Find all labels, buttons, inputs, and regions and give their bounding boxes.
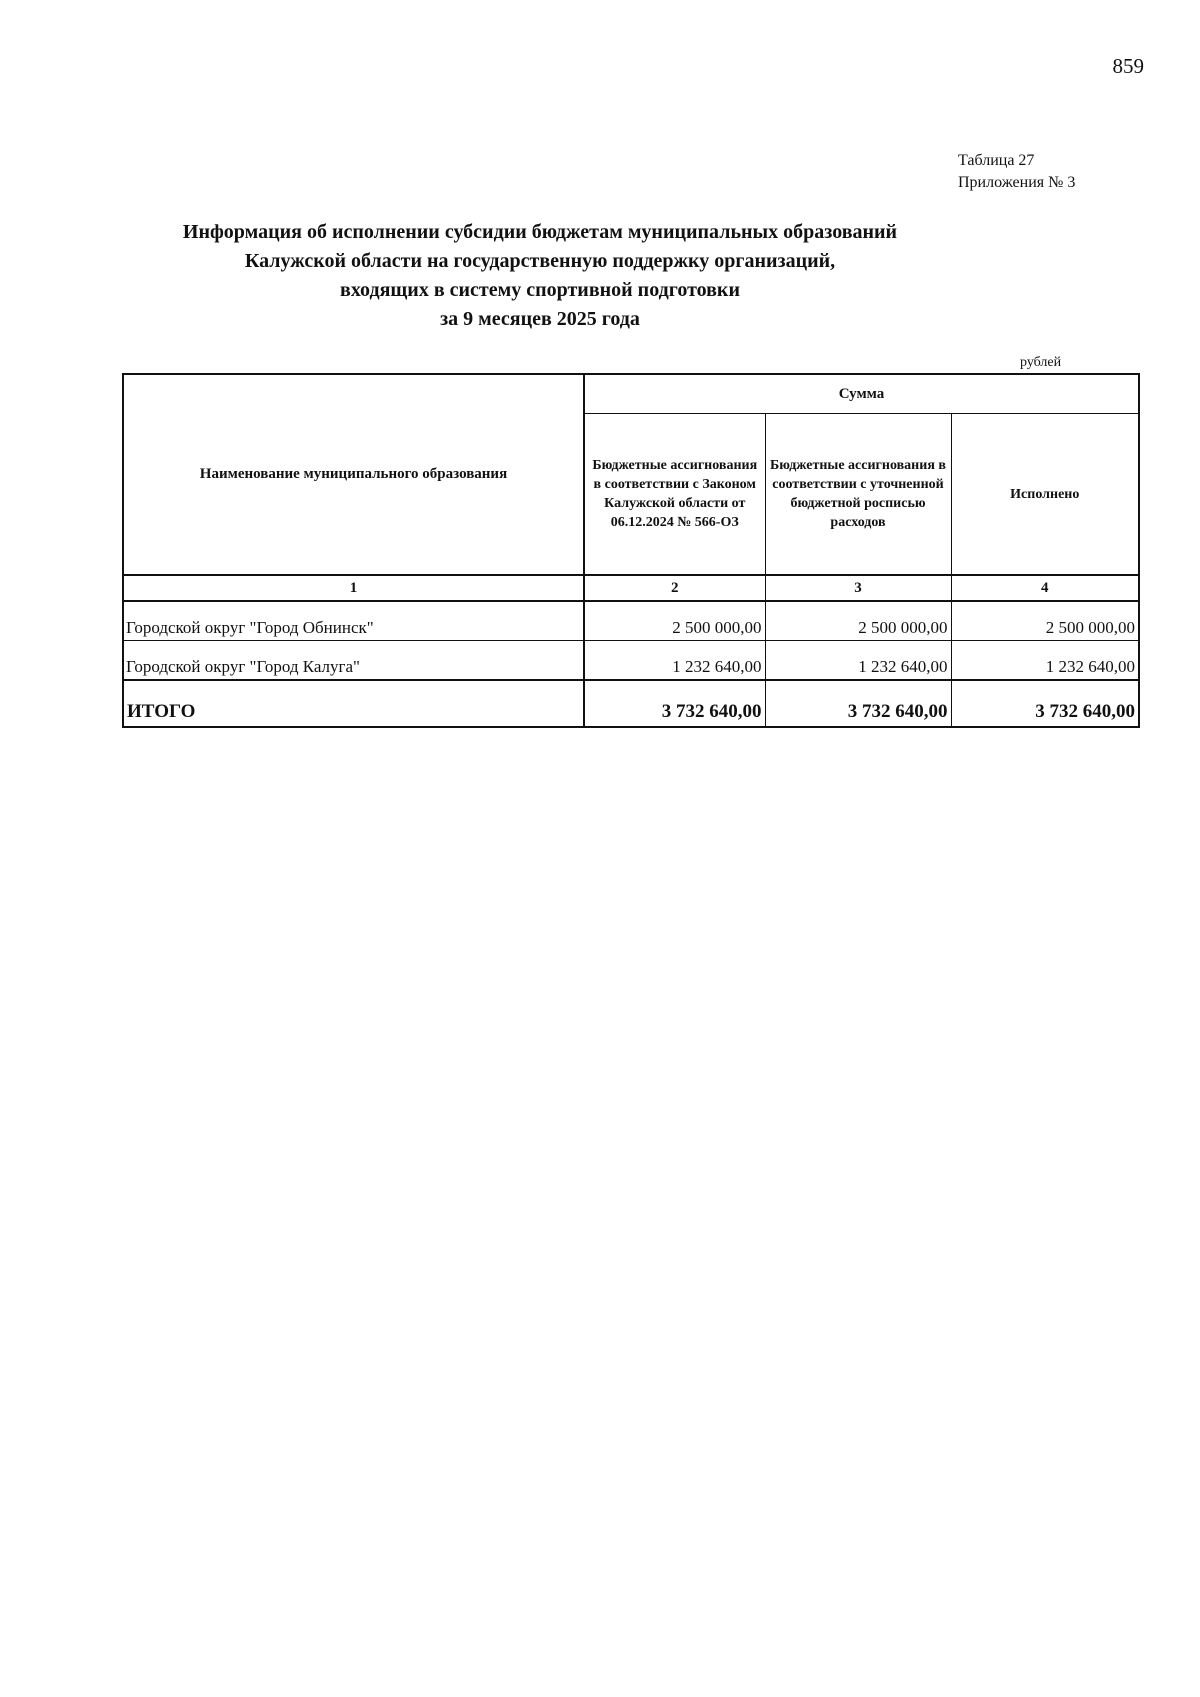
- total-row: [123, 680, 1139, 727]
- column-number-row: [123, 575, 1139, 601]
- table-row: [123, 601, 1139, 641]
- col2-header: Бюджетные ассигнования в соответствии с Законом Калужской области от 06.12.2024 № 566-ОЗ: [584, 414, 765, 576]
- table-reference: [958, 150, 1075, 194]
- total-value-col2: 3 732 640,00: [584, 680, 765, 727]
- row-value-col3: 1 232 640,00: [765, 641, 951, 681]
- document-title: [150, 218, 930, 334]
- col4-header: Исполнено: [951, 414, 1139, 576]
- page-number: 859: [1112, 54, 1144, 78]
- total-value-col3: 3 732 640,00: [765, 680, 951, 727]
- col-number-3: 3: [765, 575, 951, 601]
- title-line-2: Калужской области на государственную поддержку организаций,: [244, 250, 836, 272]
- col-number-1: 1: [123, 575, 584, 601]
- title-line-3: входящих в систему спортивной подготовки: [340, 279, 740, 301]
- table-ref-line-1: Таблица 27: [958, 152, 1035, 169]
- row-name: Городской округ "Город Калуга": [123, 641, 584, 681]
- table-ref-line-2: Приложения № 3: [958, 174, 1076, 191]
- row-name: Городской округ "Город Обнинск": [123, 601, 584, 641]
- col-number-2: 2: [584, 575, 765, 601]
- row-value-col4: 2 500 000,00: [951, 601, 1139, 641]
- row-value-col2: 1 232 640,00: [584, 641, 765, 681]
- header-row-sum: [123, 374, 1139, 414]
- table-row: [123, 641, 1139, 681]
- units-label: рублей: [1020, 355, 1062, 370]
- total-label: ИТОГО: [123, 680, 584, 727]
- col3-header: Бюджетные ассигнования в соответствии с уточненной бюджетной росписью расходов: [765, 414, 951, 576]
- row-value-col2: 2 500 000,00: [584, 601, 765, 641]
- row-value-col3: 2 500 000,00: [765, 601, 951, 641]
- title-line-4: за 9 месяцев 2025 года: [440, 308, 640, 330]
- total-value-col4: 3 732 640,00: [951, 680, 1139, 727]
- report-table: [122, 373, 1140, 728]
- sum-header: Сумма: [584, 374, 1139, 414]
- row-value-col4: 1 232 640,00: [951, 641, 1139, 681]
- name-column-header: Наименование муниципального образования: [123, 374, 584, 575]
- col-number-4: 4: [951, 575, 1139, 601]
- title-line-1: Информация об исполнении субсидии бюджетам муниципальных образований: [182, 221, 898, 243]
